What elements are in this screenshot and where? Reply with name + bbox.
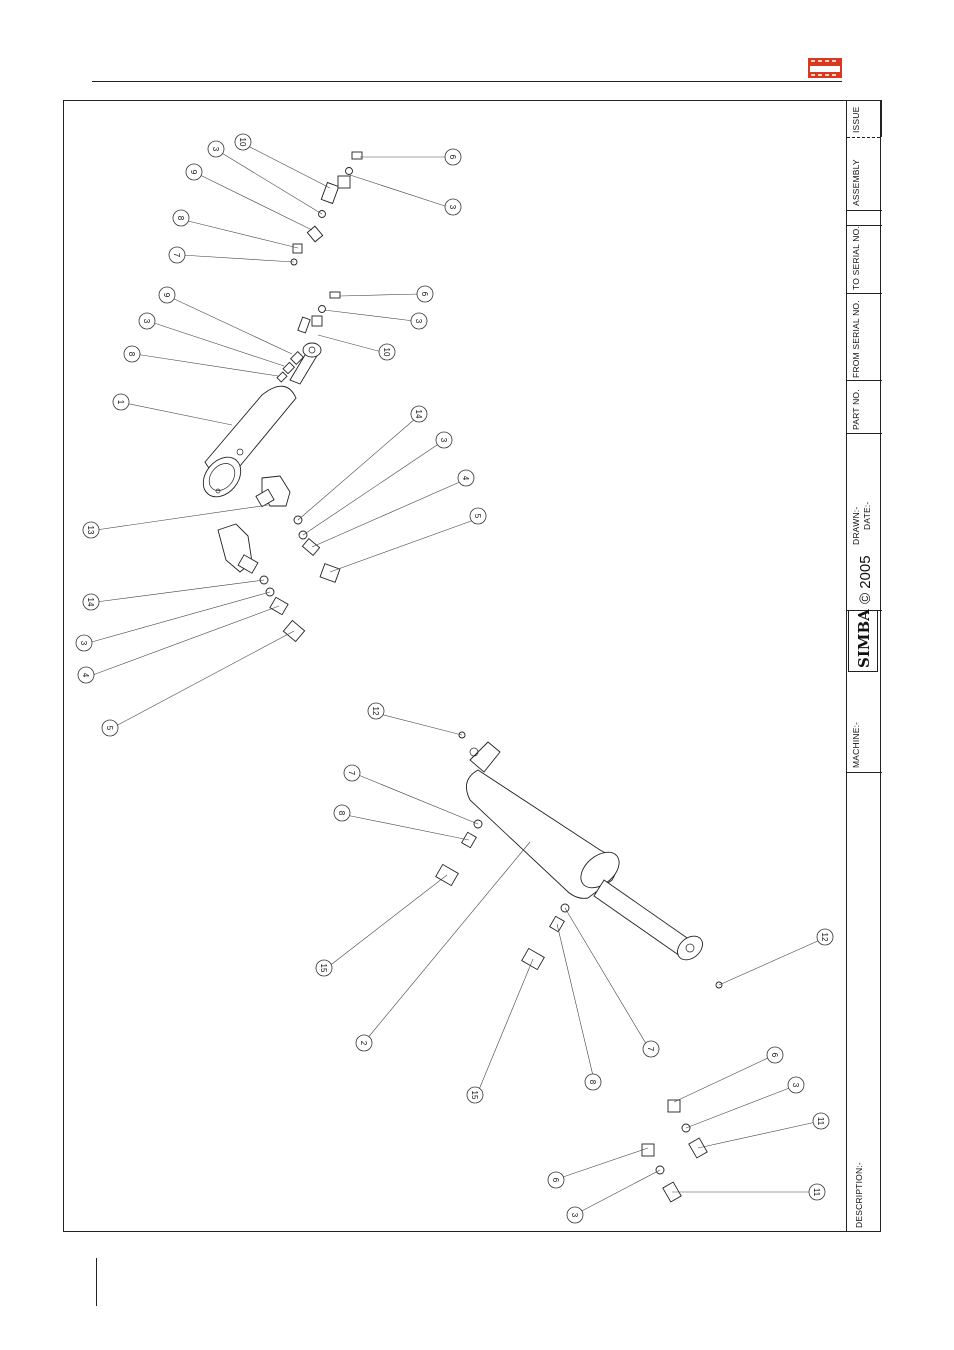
callout-text: 3 bbox=[791, 1082, 800, 1088]
callout-balloon bbox=[813, 1113, 829, 1129]
callout-text: 2 bbox=[359, 1040, 368, 1046]
callout-balloon bbox=[417, 286, 433, 302]
callout-text: 6 bbox=[770, 1052, 779, 1058]
callout-balloon bbox=[585, 1074, 601, 1090]
callout-text: 6 bbox=[551, 1177, 560, 1183]
callout-text: 5 bbox=[473, 513, 482, 519]
simba-brand: SIMBA bbox=[855, 609, 873, 668]
callout-text: 14 bbox=[414, 409, 423, 419]
from-serial-label: FROM SERIAL NO. bbox=[851, 300, 861, 378]
callout-balloon bbox=[83, 594, 99, 610]
callout-balloon bbox=[548, 1172, 564, 1188]
drawn-label: DRAWN:- bbox=[851, 506, 861, 545]
callout-text: 15 bbox=[470, 1090, 479, 1100]
callout-balloon bbox=[208, 141, 224, 157]
callout-text: 6 bbox=[448, 154, 457, 160]
callout-balloon bbox=[334, 805, 350, 821]
assembly-label: ASSEMBLY bbox=[851, 159, 861, 206]
leader-lines bbox=[88, 145, 820, 1213]
callout-balloon bbox=[458, 470, 474, 486]
callout-balloon bbox=[159, 287, 175, 303]
part-no-label: PART NO. bbox=[851, 389, 861, 430]
callout-text: 3 bbox=[570, 1212, 579, 1218]
callout-balloon bbox=[124, 346, 140, 362]
callout-text: 3 bbox=[79, 640, 88, 646]
callout-text: 15 bbox=[319, 963, 328, 973]
callout-balloon bbox=[809, 1184, 825, 1200]
callout-text: 10 bbox=[382, 347, 391, 357]
callout-text: 11 bbox=[816, 1116, 825, 1126]
callout-balloon bbox=[643, 1041, 659, 1057]
date-label: DATE:- bbox=[862, 501, 872, 530]
cylinder-2 bbox=[466, 742, 707, 965]
callout-balloon bbox=[316, 960, 332, 976]
callout-balloon bbox=[76, 635, 92, 651]
callout-text: 7 bbox=[347, 770, 356, 776]
callout-text: 5 bbox=[105, 725, 114, 731]
callout-balloon bbox=[411, 313, 427, 329]
callout-text: 7 bbox=[646, 1046, 655, 1052]
callout-text: 3 bbox=[448, 204, 457, 210]
fittings-middle bbox=[218, 476, 340, 642]
callout-balloon bbox=[186, 164, 202, 180]
callout-text: 8 bbox=[588, 1079, 597, 1085]
callout-balloon bbox=[83, 522, 99, 538]
callout-text: 8 bbox=[337, 810, 346, 816]
callout-text: 13 bbox=[86, 525, 95, 535]
copyright: © 2005 bbox=[857, 555, 874, 604]
callout-balloon bbox=[467, 1087, 483, 1103]
callout-text: 3 bbox=[439, 437, 448, 443]
callout-text: 3 bbox=[211, 146, 220, 152]
callout-balloon bbox=[78, 667, 94, 683]
callout-text: 12 bbox=[371, 706, 380, 716]
callout-balloon bbox=[139, 313, 155, 329]
callout-balloon bbox=[817, 929, 833, 945]
callout-balloon bbox=[356, 1035, 372, 1051]
rod-end-top bbox=[290, 343, 321, 384]
callout-text: 1 bbox=[116, 399, 125, 405]
callout-balloon bbox=[113, 394, 129, 410]
callout-text: 6 bbox=[420, 291, 429, 297]
callout-balloon bbox=[445, 149, 461, 165]
callout-balloon bbox=[470, 508, 486, 524]
callout-text: 8 bbox=[127, 351, 136, 357]
callout-text: 10 bbox=[238, 137, 247, 147]
callout-balloon bbox=[102, 720, 118, 736]
callout-text: 8 bbox=[176, 215, 185, 221]
callout-text: 4 bbox=[81, 672, 90, 678]
callout-text: 3 bbox=[142, 318, 151, 324]
callout-balloon bbox=[379, 344, 395, 360]
callout-balloon bbox=[344, 765, 360, 781]
description-label: DESCRIPTION:- bbox=[854, 1162, 864, 1228]
callout-balloon bbox=[767, 1047, 783, 1063]
callout-balloon bbox=[436, 432, 452, 448]
callout-balloon bbox=[567, 1207, 583, 1223]
callout-balloon bbox=[788, 1077, 804, 1093]
callout-text: 14 bbox=[86, 597, 95, 607]
issue-label: ISSUE bbox=[851, 106, 861, 133]
callout-balloon bbox=[368, 703, 384, 719]
callout-balloon bbox=[169, 247, 185, 263]
to-serial-label: TO SERIAL NO. bbox=[851, 225, 861, 290]
callout-text: 3 bbox=[414, 318, 423, 324]
callout-text: 9 bbox=[162, 292, 171, 298]
machine-label: MACHINE:- bbox=[851, 721, 861, 768]
callout-balloon bbox=[411, 406, 427, 422]
callout-balloon bbox=[445, 199, 461, 215]
callout-text: 11 bbox=[812, 1187, 821, 1197]
callout-text: 4 bbox=[461, 475, 470, 481]
callout-text: 7 bbox=[172, 252, 181, 258]
callout-text: 9 bbox=[189, 169, 198, 175]
callout-balloon bbox=[235, 134, 251, 150]
callout-text: 12 bbox=[820, 932, 829, 942]
callout-balloon bbox=[173, 210, 189, 226]
